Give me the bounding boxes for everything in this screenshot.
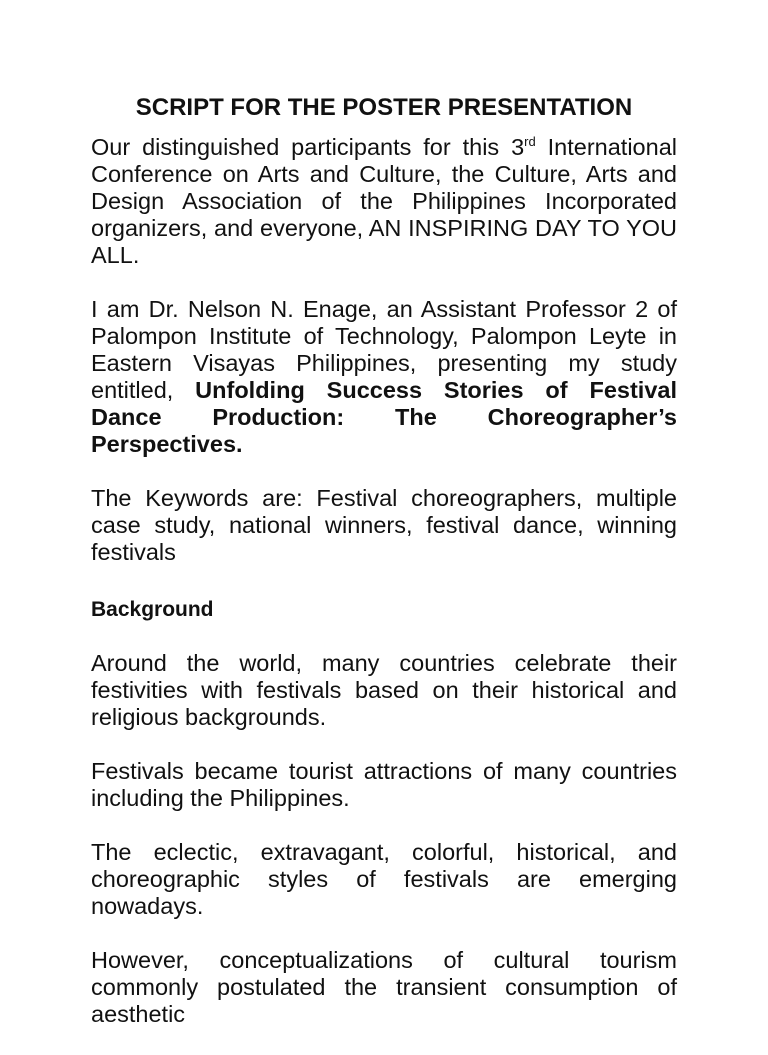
- intro-text-end: International Conference on Arts and Culture, the Culture, Arts and Design Association of the Philippines Incorporated organizers, and everyone, AN INSPIRING DAY TO YOU ALL.: [91, 134, 677, 268]
- background-paragraph-3: The eclectic, extravagant, colorful, historical, and choreographic styles of festivals are emerging nowadays.: [91, 839, 677, 919]
- background-heading: Background: [91, 598, 214, 621]
- intro-text-start: Our distinguished participants for this 3: [91, 134, 525, 160]
- presenter-paragraph: [91, 296, 677, 458]
- document-title: SCRIPT FOR THE POSTER PRESENTATION: [135, 94, 633, 121]
- keywords-paragraph: The Keywords are: Festival choreographers, multiple case study, national winners, festival dance, winning festivals: [91, 485, 677, 565]
- study-title: Unfolding Success Stories of Festival Dance Production: The Choreographer’s Perspectives.: [91, 377, 677, 457]
- document-page: [91, 94, 677, 1055]
- ordinal-suffix: rd: [524, 134, 536, 149]
- intro-paragraph: [91, 134, 677, 269]
- presenter-text: I am Dr. Nelson N. Enage, an Assistant Professor 2 of Palompon Institute of Technology, Palompon Leyte in Eastern Visayas Philippines, presenting my study entitled,: [91, 296, 677, 403]
- background-paragraph-2: Festivals became tourist attractions of many countries including the Philippines.: [91, 758, 677, 811]
- background-paragraph-4: However, conceptualizations of cultural tourism commonly postulated the transient consumption of aesthetic: [91, 947, 677, 1027]
- background-paragraph-1: Around the world, many countries celebrate their festivities with festivals based on their historical and religious backgrounds.: [91, 650, 677, 730]
